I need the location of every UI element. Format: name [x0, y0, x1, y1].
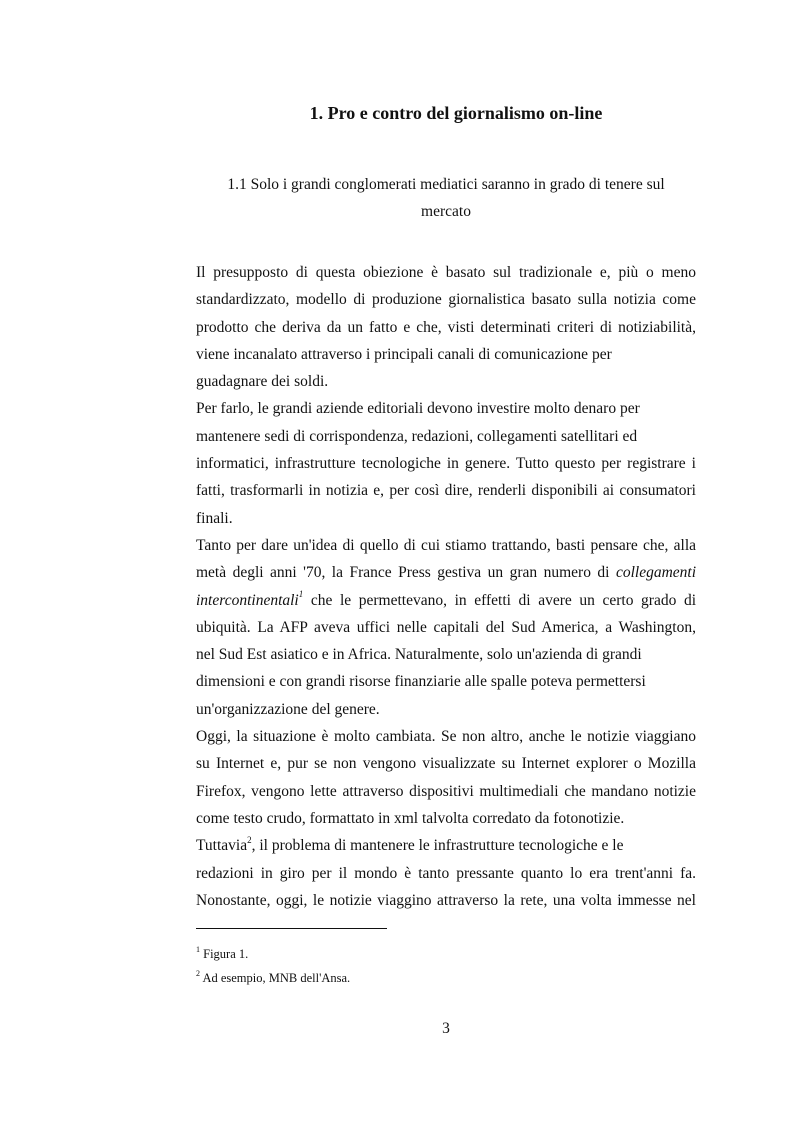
- section-title-line-1: 1.1 Solo i grandi conglomerati mediatici saranno in grado di tenere sul: [227, 176, 665, 193]
- text-segment: metà degli anni '70, la France Press gestiva un gran numero di: [196, 564, 610, 582]
- footnote-mark: 1: [196, 944, 200, 954]
- text-line: prodotto che deriva da un fatto e che, visti determinati criteri di notiziabilità,: [196, 318, 696, 336]
- text-line: come testo crudo, formattato in xml talvolta corredato da fotonotizie.: [196, 809, 625, 827]
- text-line: Il presupposto di questa obiezione è basato sul tradizionale e, più o meno: [196, 264, 696, 281]
- text-line: Per farlo, le grandi aziende editoriali devono investire molto denaro per: [196, 400, 640, 418]
- text-line: su Internet e, pur se non vengono visualizzate su Internet explorer o Mozilla: [196, 755, 696, 773]
- chapter-title: 1. Pro e contro del giornalismo on-line: [309, 103, 603, 123]
- italic-term: intercontinentali: [196, 591, 299, 609]
- text-line: dimensioni e con grandi risorse finanziarie alle spalle poteva permettersi: [196, 673, 646, 691]
- text-line: informatici, infrastrutture tecnologiche in genere. Tutto questo per registrare i: [196, 455, 696, 473]
- text-line: redazioni in giro per il mondo è tanto pressante quanto lo era trent'anni fa.: [196, 864, 696, 882]
- text-line: mantenere sedi di corrispondenza, redazioni, collegamenti satellitari ed: [196, 427, 638, 445]
- text-line: nel Sud Est asiatico e in Africa. Naturalmente, solo un'azienda di grandi: [196, 646, 642, 664]
- text-segment: Tuttavia: [196, 837, 248, 855]
- text-line: fatti, trasformarli in notizia e, per così dire, renderli disponibili ai consumatori: [196, 482, 696, 500]
- text-line: [196, 559, 696, 586]
- text-segment: , il problema di mantenere le infrastrutture tecnologiche e le: [251, 837, 624, 855]
- footnote-ref: 2: [247, 835, 252, 846]
- text-line: [196, 587, 696, 614]
- text-line: Firefox, vengono lette attraverso dispositivi multimediali che mandano notizie: [196, 782, 696, 800]
- footnote-text: Ad esempio, MNB dell'Ansa.: [202, 971, 351, 985]
- text-line: guadagnare dei soldi.: [196, 373, 329, 391]
- text-line: Oggi, la situazione è molto cambiata. Se non altro, anche le notizie viaggiano: [196, 728, 696, 746]
- text-line: viene incanalato attraverso i principali canali di comunicazione per: [196, 345, 612, 363]
- text-line: un'organizzazione del genere.: [196, 700, 380, 718]
- italic-term: collegamenti: [615, 564, 697, 582]
- section-title-line-2: mercato: [421, 203, 471, 220]
- section-title: [196, 171, 696, 225]
- footnote: [196, 966, 696, 990]
- text-line: ubiquità. La AFP aveva uffici nelle capitali del Sud America, a Washington,: [196, 618, 696, 636]
- footnote-divider: [196, 928, 387, 929]
- footnote: [196, 942, 696, 966]
- text-segment: che le permettevano, in effetti di avere un certo grado di: [310, 591, 696, 609]
- footnote-text: Figura 1.: [203, 947, 249, 961]
- text-line: finali.: [196, 509, 233, 527]
- text-line: Tanto per dare un'idea di quello di cui stiamo trattando, basti pensare che, alla: [196, 536, 696, 554]
- footnote-mark: 2: [196, 968, 200, 978]
- footnotes: [196, 942, 696, 990]
- text-line: Nonostante, oggi, le notizie viaggino attraverso la rete, una volta immesse nel: [196, 891, 696, 909]
- text-line: standardizzato, modello di produzione giornalistica basato sulla notizia come: [196, 291, 696, 309]
- text-line: [196, 832, 696, 859]
- body-text: [196, 259, 696, 914]
- footnote-ref: 1: [298, 589, 304, 600]
- page-number: 3: [442, 1020, 450, 1037]
